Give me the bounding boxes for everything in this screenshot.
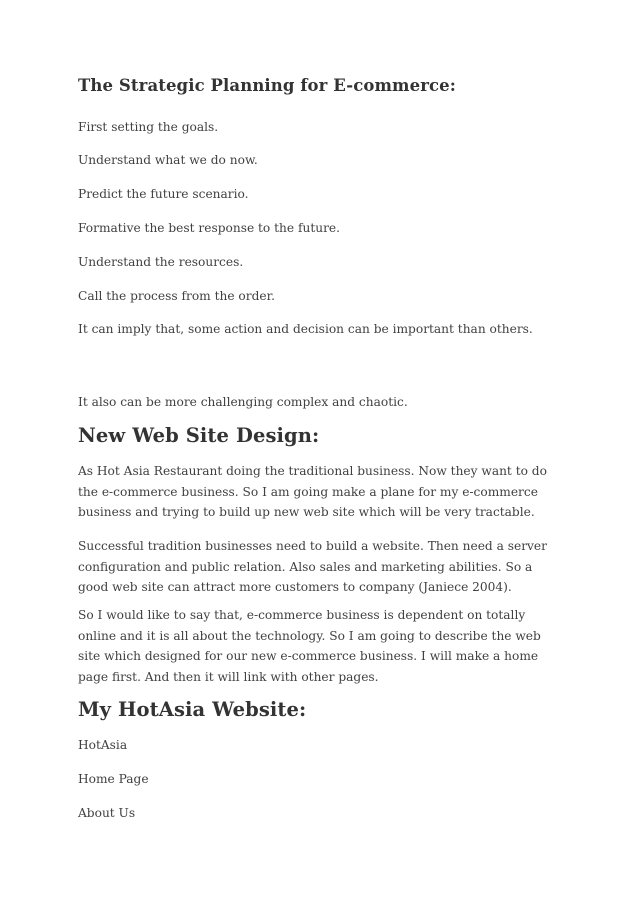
step-line: First setting the goals. xyxy=(78,120,219,134)
design-paragraph: Successful tradition businesses need to build a website. Then need a server configuration and public relation. Also sales and marketing abilities. So a good web site can attract more customers to company (Janiece 2004). xyxy=(78,539,547,594)
heading-strategic-planning: The Strategic Planning for E-commerce: xyxy=(78,76,456,95)
website-item: Home Page xyxy=(78,772,149,786)
design-paragraph: As Hot Asia Restaurant doing the traditional business. Now they want to do the e-commerce business. So I am going make a plane for my e-commerce business and trying to build up new web site which will be very tractable. xyxy=(78,464,547,519)
step-line: Predict the future scenario. xyxy=(78,187,249,201)
heading-new-web-site-design: New Web Site Design: xyxy=(78,424,320,447)
step-line: Formative the best response to the future. xyxy=(78,221,341,235)
step-line: It can imply that, some action and decision can be important than others. xyxy=(78,322,533,336)
website-item: HotAsia xyxy=(78,738,128,752)
step-line: Understand the resources. xyxy=(78,255,244,269)
website-item: About Us xyxy=(78,806,136,820)
design-paragraph: So I would like to say that, e-commerce business is dependent on totally online and it is all about the technology. So I am going to describe the web site which designed for our new e-commerce business. I will make a home page first. And then it will link with other pages. xyxy=(78,608,541,684)
step-line: Understand what we do now. xyxy=(78,153,258,167)
heading-my-hotasia-website: My HotAsia Website: xyxy=(78,698,307,721)
step-line: Call the process from the order. xyxy=(78,289,275,303)
challenging-line: It also can be more challenging complex and chaotic. xyxy=(78,395,408,409)
